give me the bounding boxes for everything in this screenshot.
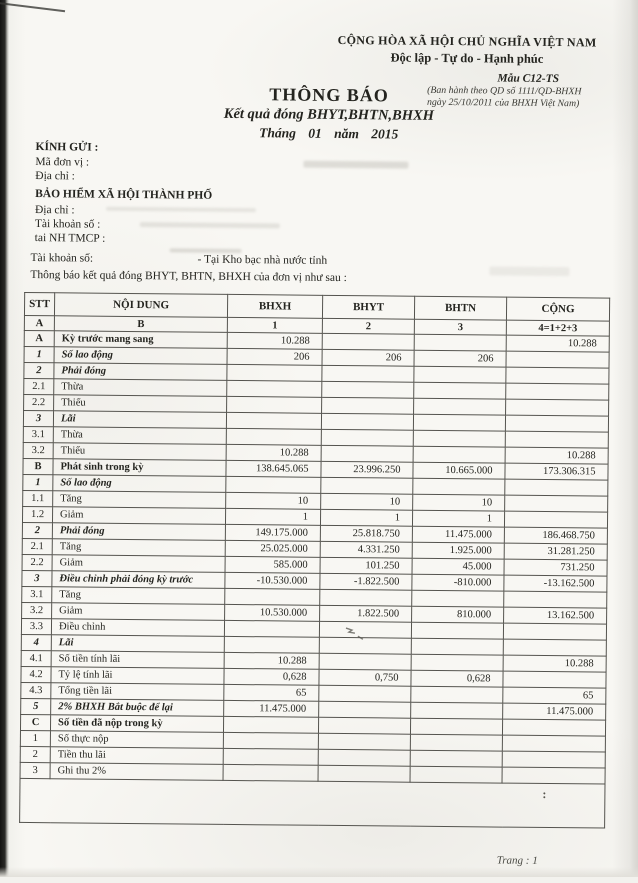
cell-bhxh: 149.175.000: [225, 524, 320, 541]
col-code-bhxh: 1: [227, 317, 322, 333]
row-stt: B: [23, 458, 53, 474]
row-label: Tăng: [52, 587, 225, 605]
row-label: Tăng: [52, 539, 225, 557]
scan-edge-left: [0, 0, 9, 877]
cell-cong: 731.250: [504, 559, 607, 576]
cell-bhxh: [224, 636, 319, 653]
cell-bhtn: 10.665.000: [413, 462, 505, 479]
cell-bhxh: 0,628: [224, 668, 319, 685]
row-label: Thừa: [54, 379, 227, 397]
cell-bhxh: [223, 716, 318, 733]
row-stt: 2.1: [24, 378, 54, 394]
row-stt: 2.1: [22, 538, 52, 554]
national-header: [304, 33, 629, 68]
cell-bhtn: 11.475.000: [412, 526, 504, 543]
row-stt: 4: [21, 634, 51, 650]
recipient-unit-code-label: Mã đơn vị :: [35, 155, 90, 169]
row-label: Kỳ trước mang sang: [54, 331, 227, 349]
col-code-cong: 4=1+2+3: [506, 320, 609, 336]
cell-bhtn: [414, 366, 506, 383]
row-label: Giảm: [52, 555, 225, 573]
cell-bhxh: 65: [224, 684, 319, 701]
scan-edge-right: [630, 0, 638, 877]
notice-table-header: [24, 292, 609, 336]
cell-bhyt: 206: [322, 349, 414, 366]
row-stt: 4.1: [21, 650, 51, 666]
table-intro-sentence: Thông báo kết quả đóng BHYT, BHTN, BHXH của đơn vị như sau :: [30, 269, 347, 285]
cell-bhyt: [322, 397, 414, 414]
row-label: 2% BHXH Bắt buộc để lại: [51, 699, 224, 717]
cell-bhxh: [227, 380, 322, 397]
cell-cong: [503, 671, 606, 688]
cell-bhyt: -1.822.500: [320, 573, 412, 590]
row-stt: 3: [20, 762, 50, 778]
row-label: Lãi: [53, 411, 226, 429]
page-number: Trang : 1: [496, 854, 538, 867]
row-label: Phải đóng: [52, 523, 225, 541]
cell-bhxh: [225, 588, 320, 605]
cell-bhxh: 1: [225, 508, 320, 525]
treasury-account-label: Tài khoản số:: [30, 252, 94, 265]
row-stt: 4.3: [21, 682, 51, 698]
recipient-to-label: KÍNH GỬI :: [35, 141, 99, 154]
empty-spacer-cell: [20, 778, 605, 828]
cell-cong: [506, 367, 609, 384]
row-stt: 2.2: [24, 394, 54, 410]
col-header-noidung: NỘI DUNG: [54, 293, 227, 318]
recipient-block: [35, 140, 98, 184]
cell-bhtn: 0,628: [411, 670, 503, 687]
row-stt: 2.2: [22, 554, 52, 570]
cell-bhyt: 25.818.750: [320, 525, 412, 542]
cell-cong: 10.288: [506, 335, 609, 352]
row-stt: 2: [22, 522, 52, 538]
cell-bhyt: 23.996.250: [321, 461, 413, 478]
cell-bhxh: 25.025.000: [225, 540, 320, 557]
cell-cong: [505, 495, 608, 512]
cell-bhyt: [321, 413, 413, 430]
cell-cong: [502, 751, 605, 768]
row-stt: C: [20, 714, 50, 730]
row-label: Phát sinh trong kỳ: [53, 459, 226, 477]
cell-bhtn: -810.000: [412, 574, 504, 591]
cell-bhxh: 10: [226, 492, 321, 509]
document-title-block: [159, 83, 500, 143]
cell-bhtn: 45.000: [412, 558, 504, 575]
cell-cong: [506, 351, 609, 368]
cell-bhxh: 10.288: [224, 652, 319, 669]
cell-cong: 11.475.000: [503, 703, 606, 720]
cell-bhtn: 206: [414, 350, 506, 367]
row-label: Tăng: [53, 491, 226, 509]
cell-bhtn: [411, 654, 503, 671]
row-stt: 2: [24, 362, 54, 378]
row-label: Điều chỉnh phải đóng kỳ trước: [52, 571, 225, 589]
cell-bhyt: [319, 685, 411, 702]
scan-artifact: [303, 161, 408, 169]
document-subtitle: Kết quả đóng BHYT,BHTN,BHXH: [223, 105, 435, 124]
cell-bhyt: [318, 717, 410, 734]
cell-cong: 186.468.750: [504, 527, 607, 544]
row-stt: 3.1: [23, 426, 53, 442]
cell-bhtn: [410, 766, 502, 783]
col-code-stt: A: [24, 315, 54, 330]
cell-cong: [505, 431, 608, 448]
row-label: Tiền thu lãi: [50, 747, 223, 765]
scan-edge-bottom: [0, 867, 638, 877]
national-motto-line2: Độc lập - Tự do - Hạnh phúc: [390, 50, 544, 66]
cell-bhyt: [322, 381, 414, 398]
cell-cong: 10.288: [505, 447, 608, 464]
cell-bhyt: [322, 365, 414, 382]
notice-table: [19, 292, 610, 829]
agency-block: [35, 187, 213, 247]
form-issuance-line1: (Ban hành theo QD số 1111/QD-BHXH: [427, 84, 582, 98]
cell-bhxh: [227, 364, 322, 381]
cell-bhtn: [414, 334, 506, 351]
cell-bhxh: [226, 476, 321, 493]
scan-artifact: [170, 248, 242, 253]
cell-bhxh: 585.000: [225, 556, 320, 573]
row-stt: 1: [24, 346, 54, 362]
row-label: Giảm: [52, 603, 225, 621]
row-stt: 5: [21, 698, 51, 714]
row-label: Thiếu: [54, 395, 227, 413]
cell-cong: [504, 511, 607, 528]
row-stt: 3: [23, 410, 53, 426]
row-stt: 3.1: [22, 586, 52, 602]
cell-bhxh: [226, 428, 321, 445]
cell-bhxh: [223, 748, 318, 765]
cell-bhtn: [413, 414, 505, 431]
row-label: Lãi: [51, 635, 224, 653]
row-stt: A: [24, 330, 54, 346]
cell-bhxh: [227, 396, 322, 413]
cell-bhtn: [411, 686, 503, 703]
agency-address-label: Địa chỉ :: [34, 204, 75, 217]
cell-bhtn: [411, 638, 503, 655]
row-stt: 3.3: [21, 618, 51, 634]
cell-cong: 173.306.315: [505, 463, 608, 480]
row-label: Ghi thu 2%: [50, 763, 223, 781]
cell-bhtn: [414, 398, 506, 415]
cell-bhxh: 11.475.000: [224, 700, 319, 717]
cell-bhyt: 4.331.250: [320, 541, 412, 558]
document-period: Tháng 01 năm 2015: [259, 125, 399, 142]
row-stt: 1.1: [23, 490, 53, 506]
notice-table-body: [20, 330, 609, 784]
row-label: Tổng tiền lãi: [51, 683, 224, 701]
cell-bhyt: [318, 765, 410, 782]
col-header-cong: CỘNG: [506, 297, 609, 321]
cell-bhyt: 10: [321, 493, 413, 510]
cell-bhtn: [413, 446, 505, 463]
cell-bhyt: 1: [320, 509, 412, 526]
cell-cong: 31.281.250: [504, 543, 607, 560]
cell-bhxh: 10.288: [226, 444, 321, 461]
recipient-address-label: Địa chỉ :: [35, 170, 75, 183]
agency-account-label: Tài khoản số :: [34, 218, 101, 231]
cell-cong: [502, 735, 605, 752]
cell-bhtn: 1.925.000: [412, 542, 504, 559]
notice-table-footer-space: [20, 778, 605, 828]
col-header-bhtn: BHTN: [414, 296, 506, 320]
cell-bhyt: [319, 701, 411, 718]
cell-bhxh: 10.288: [227, 332, 322, 349]
cell-cong: [503, 639, 606, 656]
cell-bhtn: 810.000: [412, 606, 504, 623]
empty-spacer-row: [20, 778, 605, 828]
row-label: Thiếu: [53, 443, 226, 461]
row-label: Số tiền đã nộp trong kỳ: [50, 715, 223, 733]
cell-bhyt: 1.822.500: [320, 605, 412, 622]
cell-bhyt: 0,750: [319, 669, 411, 686]
cell-bhyt: [320, 589, 412, 606]
cell-bhtn: [410, 750, 502, 767]
cell-cong: [502, 719, 605, 736]
row-label: Thừa: [53, 427, 226, 445]
row-label: Số tiền tính lãi: [51, 651, 224, 669]
col-header-bhyt: BHYT: [322, 295, 414, 319]
cell-bhxh: 10.530.000: [225, 604, 320, 621]
form-number: Mẫu C12-TS: [497, 72, 560, 86]
cell-cong: [506, 383, 609, 400]
cell-cong: [505, 415, 608, 432]
cell-cong: [502, 767, 605, 784]
scan-artifact: [489, 266, 569, 276]
row-label: Điều chỉnh: [51, 619, 224, 637]
pen-checkmark: [344, 625, 370, 643]
cell-bhxh: 206: [227, 348, 322, 365]
cell-bhxh: 138.645.065: [226, 460, 321, 477]
row-stt: 3: [22, 570, 52, 586]
cell-cong: 10.288: [503, 655, 606, 672]
treasury-account-value: - Tại Kho bạc nhà nước tỉnh: [197, 253, 328, 267]
cell-bhyt: [321, 445, 413, 462]
cell-bhtn: 1: [412, 510, 504, 527]
cell-bhtn: [414, 382, 506, 399]
agency-name: BẢO HIỂM XÃ HỘI THÀNH PHỐ: [35, 188, 213, 202]
cell-bhtn: [410, 734, 502, 751]
cell-bhtn: [413, 430, 505, 447]
row-stt: 4.2: [21, 666, 51, 682]
col-code-bhtn: 3: [414, 319, 506, 335]
cell-bhyt: [319, 653, 411, 670]
cell-bhxh: -10.530.000: [225, 572, 320, 589]
cell-bhyt: [322, 333, 414, 350]
national-motto-line1: CỘNG HÒA XÃ HỘI CHỦ NGHĨA VIỆT NAM: [337, 32, 597, 50]
cell-bhtn: [413, 478, 505, 495]
row-label: Số lao động: [54, 347, 227, 365]
cell-bhyt: [318, 733, 410, 750]
cell-bhyt: [321, 477, 413, 494]
cell-bhxh: [226, 412, 321, 429]
cell-bhtn: [411, 622, 503, 639]
cell-bhtn: [412, 590, 504, 607]
row-label: Số lao động: [53, 475, 226, 493]
cell-bhyt: [318, 749, 410, 766]
cell-cong: [506, 399, 609, 416]
row-stt: 1: [20, 730, 50, 746]
cell-bhyt: 101.250: [320, 557, 412, 574]
row-stt: 3.2: [23, 442, 53, 458]
col-code-bhyt: 2: [322, 318, 414, 334]
cell-bhyt: [321, 429, 413, 446]
cell-cong: [505, 479, 608, 496]
cell-bhtn: [410, 718, 502, 735]
document-title: THÔNG BÁO: [269, 84, 389, 106]
row-label: Giảm: [52, 507, 225, 525]
cell-bhtn: [411, 702, 503, 719]
col-header-bhxh: BHXH: [227, 294, 322, 318]
row-stt: 1: [23, 474, 53, 490]
row-stt: 1.2: [22, 506, 52, 522]
cell-bhxh: [223, 764, 318, 781]
stray-colon-mark: :: [542, 786, 547, 801]
cell-bhtn: 10: [413, 494, 505, 511]
cell-cong: 13.162.500: [504, 607, 607, 624]
row-stt: 2: [20, 746, 50, 762]
cell-cong: [503, 623, 606, 640]
row-stt: 3.2: [22, 602, 52, 618]
cell-cong: -13.162.500: [504, 575, 607, 592]
cell-bhxh: [223, 732, 318, 749]
col-header-stt: STT: [24, 292, 54, 315]
cell-cong: [504, 591, 607, 608]
row-label: Số thực nộp: [50, 731, 223, 749]
cell-bhxh: [224, 620, 319, 637]
cell-cong: 65: [503, 687, 606, 704]
col-code-noidung: B: [54, 316, 227, 333]
agency-bank-label: tai NH TMCP :: [34, 232, 106, 245]
row-label: Phải đóng: [54, 363, 227, 381]
form-issuance-line2: ngày 25/10/2011 của BHXH Việt Nam): [426, 96, 580, 109]
row-label: Tỷ lệ tính lãi: [51, 667, 224, 685]
